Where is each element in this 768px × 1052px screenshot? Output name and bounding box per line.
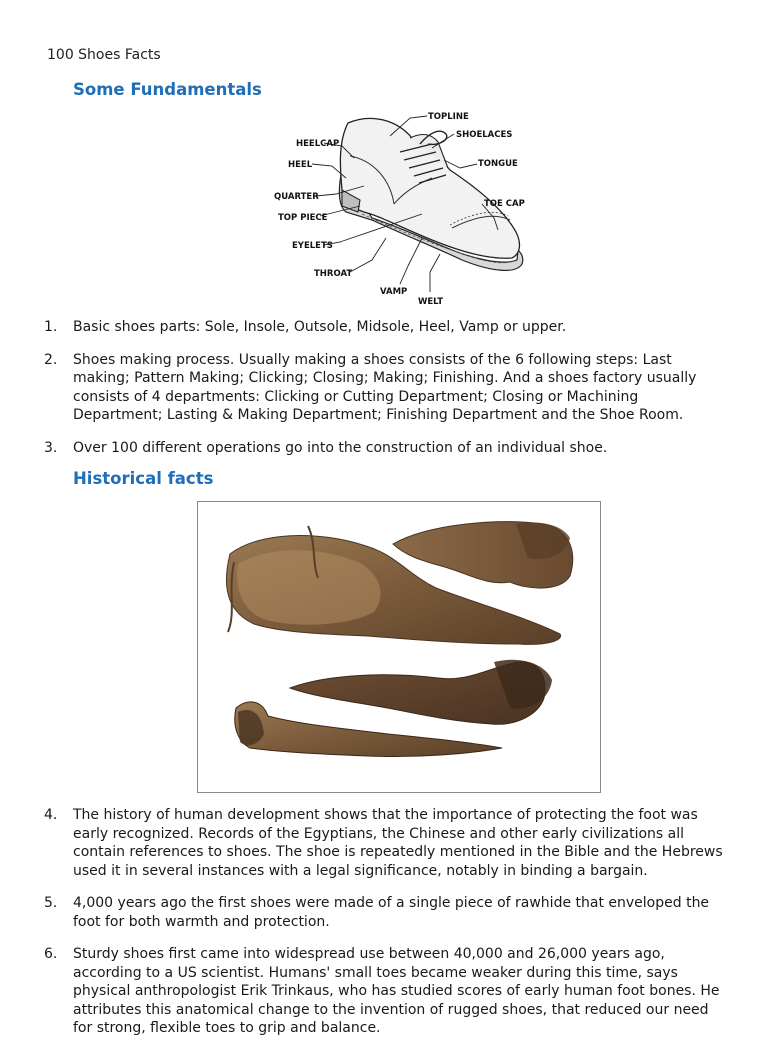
label-eyelets: EYELETS	[292, 241, 333, 251]
label-quarter: QUARTER	[274, 192, 319, 202]
label-shoelaces: SHOELACES	[456, 130, 513, 140]
fact-number: 6.	[44, 946, 58, 962]
label-heelcap: HEELCAP	[296, 139, 340, 149]
fact-number: 1.	[44, 319, 58, 335]
label-vamp: VAMP	[380, 287, 408, 297]
list-item	[0, 894, 768, 931]
list-item	[0, 806, 768, 880]
historical-fact-list	[0, 806, 768, 1052]
shoe-anatomy-diagram	[272, 108, 527, 308]
fact-text: Sturdy shoes first came into widespread use between 40,000 and 26,000 years ago, according to a US scientist. Humans' small toes became weaker during this time, says physical anthropologist Erik Trinkaus, who has studied scores of early human foot bones. He attributes this anatomical change to the invention of rugged shoes, that reduced our need for strong, flexible toes to grip and balance.	[73, 946, 720, 1036]
label-heel: HEEL	[288, 160, 313, 170]
section-heading-historical: Historical facts	[73, 469, 214, 488]
fundamentals-fact-list	[0, 318, 768, 471]
fact-number: 3.	[44, 439, 58, 456]
label-welt: WELT	[418, 297, 443, 307]
list-item	[0, 439, 768, 458]
document-title: 100 Shoes Facts	[47, 47, 161, 63]
fact-number: 5.	[44, 895, 58, 911]
fact-text: Over 100 different operations go into the construction of an individual shoe.	[73, 439, 608, 456]
fact-text: Basic shoes parts: Sole, Insole, Outsole, Midsole, Heel, Vamp or upper.	[73, 319, 567, 335]
label-toe-cap: TOE CAP	[484, 199, 525, 209]
fact-text: The history of human development shows that the importance of protecting the foot was early recognized. Records of the Egyptians, the Chinese and other early civilizations all contain references to shoes. The shoe is repeatedly mentioned in the Bible and the Hebrews used it in several instances with a legal significance, notably in binding a bargain.	[73, 807, 723, 879]
label-throat: THROAT	[314, 269, 353, 279]
fact-number: 2.	[44, 351, 58, 368]
list-item	[0, 351, 768, 425]
list-item	[0, 318, 768, 337]
fact-number: 4.	[44, 807, 58, 823]
label-topline: TOPLINE	[428, 112, 469, 122]
label-top-piece: TOP PIECE	[278, 213, 328, 223]
section-heading-fundamentals: Some Fundamentals	[73, 80, 262, 99]
label-tongue: TONGUE	[478, 159, 518, 169]
fact-text: Shoes making process. Usually making a shoes consists of the 6 following steps: Last making; Pattern Making; Clicking; Closing; Making; Finishing. And a shoes factory usually consists of 4 departments: Clicking or Cutting Department; Closing or Machining Department; Lasting & Making Department; Finishing Department and the Shoe Room.	[73, 351, 697, 423]
historical-shoes-photo	[197, 501, 601, 793]
fact-text: 4,000 years ago the first shoes were made of a single piece of rawhide that enveloped the foot for both warmth and protection.	[73, 895, 710, 930]
